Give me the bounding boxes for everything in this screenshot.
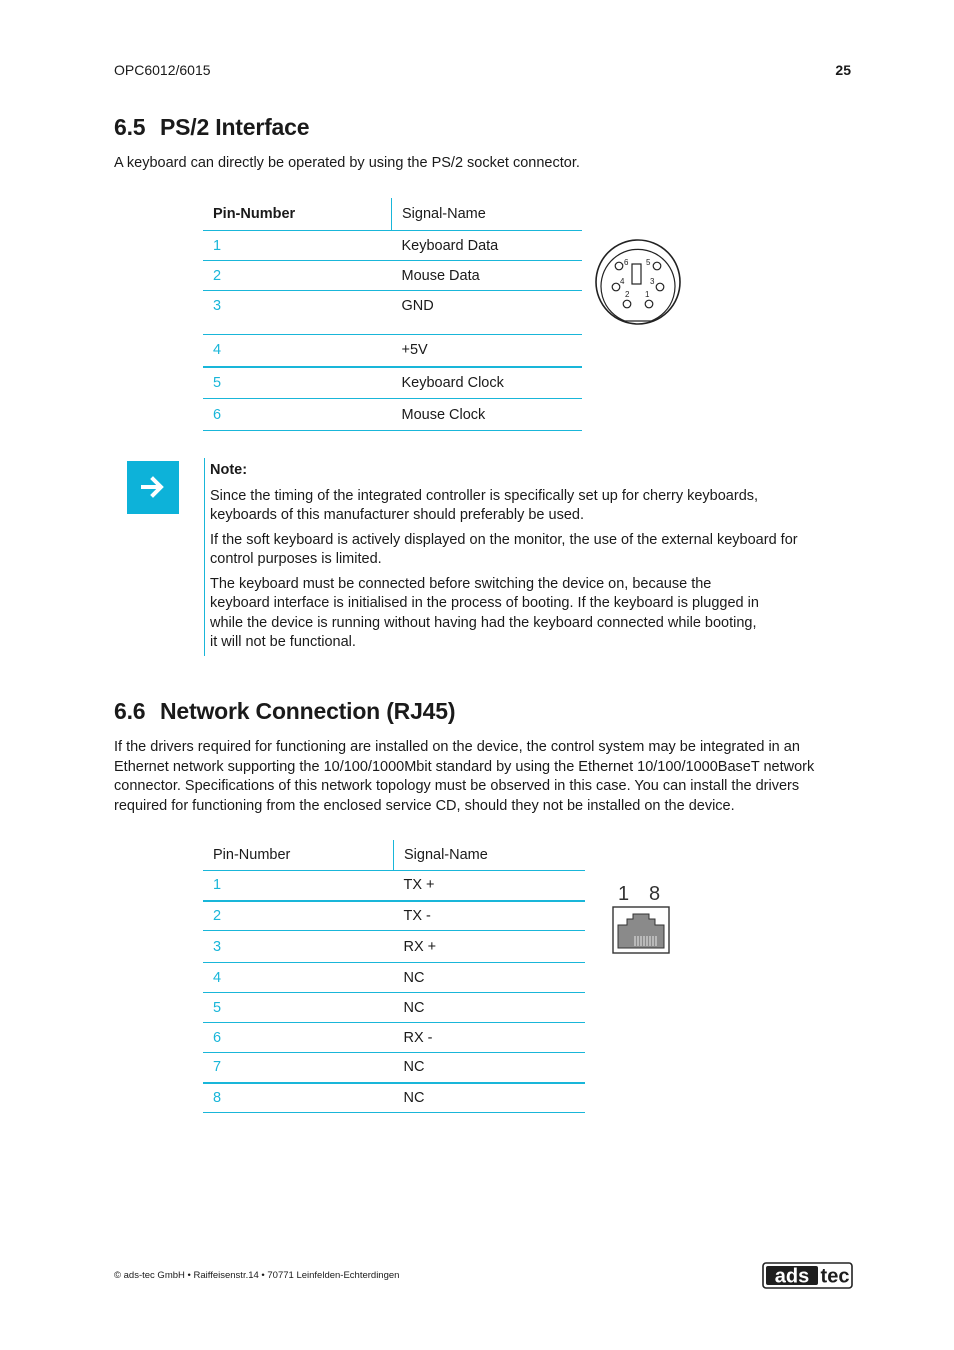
arrow-right-icon [127, 461, 179, 514]
signal-name: RX + [394, 931, 586, 963]
pin-number: 1 [203, 871, 394, 901]
table-header-row [203, 198, 582, 231]
pin-number: 1 [203, 231, 392, 261]
document-id: OPC6012/6015 [114, 62, 211, 78]
table-row [203, 931, 585, 963]
pin-number: 4 [203, 963, 394, 993]
signal-name: Mouse Clock [392, 399, 583, 431]
rj45-pin-table [203, 840, 585, 1113]
table-row [203, 1053, 585, 1083]
footer-address: © ads-tec GmbH • Raiffeisenstr.14 • 70771 Leinfelden-Echterdingen [114, 1270, 400, 1281]
signal-name: Keyboard Data [392, 231, 583, 261]
pin-number: 6 [203, 399, 392, 431]
signal-name: NC [394, 993, 586, 1023]
pin-number: 7 [203, 1053, 394, 1083]
connector-pin-label: 4 [620, 277, 625, 286]
rj45-intro: If the drivers required for functioning are installed on the device, the control system may be integrated in an Ethernet network supporting the 10/100/1000Mbit standard by using the Ethernet 10/100/1000BaseT network connector. Specifications of this network topology must be observed in this case. You can install the drivers required for functioning from the enclosed service CD, should they not be installed on the device. [114, 739, 815, 814]
connector-label-pin8: 8 [649, 883, 661, 905]
pin-number: 6 [203, 1023, 394, 1053]
table-row [203, 1023, 585, 1053]
note-arrow-box [127, 461, 179, 514]
signal-name: Keyboard Clock [392, 367, 583, 399]
ps2-intro: A keyboard can directly be operated by using the PS/2 socket connector. [114, 155, 580, 171]
signal-name: GND [392, 291, 583, 335]
table-header-row [203, 840, 585, 871]
ads-tec-logo-icon [762, 1262, 853, 1289]
table-row [203, 335, 582, 367]
signal-name: NC [394, 1083, 586, 1113]
table-row [203, 993, 585, 1023]
section-number: 6.5 [114, 114, 146, 140]
table-row [203, 1083, 585, 1113]
column-header-signal: Signal-Name [392, 198, 583, 231]
connector-pin-label: 2 [625, 290, 630, 299]
section-number: 6.6 [114, 698, 146, 724]
table-row [203, 261, 582, 291]
note-paragraph: If the soft keyboard is actively displayed on the monitor, the use of the external keyboard for control purposes is limited. [210, 531, 798, 567]
logo-text-tec: tec [820, 1265, 850, 1288]
section-heading-rj45 [114, 698, 455, 725]
signal-name: NC [394, 1053, 586, 1083]
pin-number: 2 [203, 261, 392, 291]
column-header-pin: Pin-Number [203, 840, 394, 871]
pin-number: 5 [203, 993, 394, 1023]
table-row [203, 367, 582, 399]
ps2-pin-table [203, 198, 582, 431]
table-row [203, 871, 585, 901]
section-title: Network Connection (RJ45) [160, 698, 456, 724]
rj45-connector-diagram [610, 880, 672, 956]
signal-name: +5V [392, 335, 583, 367]
signal-name: Mouse Data [392, 261, 583, 291]
connector-pin-label: 3 [650, 277, 655, 286]
pin-number: 4 [203, 335, 392, 367]
table-row [203, 963, 585, 993]
note-divider [204, 458, 205, 656]
pin-number: 5 [203, 367, 392, 399]
signal-name: NC [394, 963, 586, 993]
table-row [203, 291, 582, 335]
table-row [203, 399, 582, 431]
logo-text-ads: ads [774, 1265, 810, 1288]
pin-number: 3 [203, 931, 394, 963]
connector-pin-label: 6 [624, 258, 629, 267]
page-number: 25 [835, 62, 851, 78]
connector-pin-label: 1 [645, 290, 650, 299]
pin-number: 8 [203, 1083, 394, 1113]
signal-name: RX - [394, 1023, 586, 1053]
table-row [203, 231, 582, 261]
column-header-signal: Signal-Name [394, 840, 586, 871]
signal-name: TX - [394, 901, 586, 931]
pin-number: 2 [203, 901, 394, 931]
section-heading-ps2 [114, 114, 309, 141]
ads-tec-logo [762, 1262, 853, 1289]
column-header-pin: Pin-Number [203, 198, 392, 231]
pin-number: 3 [203, 291, 392, 335]
signal-name: TX + [394, 871, 586, 901]
note-content [210, 461, 810, 658]
connector-label-pin1: 1 [618, 883, 630, 905]
table-row [203, 901, 585, 931]
note-title: Note: [210, 462, 248, 478]
ps2-connector-diagram [594, 238, 682, 326]
connector-pin-label: 5 [646, 258, 651, 267]
note-paragraph: Since the timing of the integrated controller is specifically set up for cherry keyboards, keyboards of this manufacturer should preferably be used. [210, 487, 759, 523]
note-paragraph: The keyboard must be connected before switching the device on, because the keyboard interface is initialised in the process of booting. If the keyboard is plugged in while the device is running without having had the keyboard connected while booting, it will not be functional. [210, 575, 759, 650]
section-title: PS/2 Interface [160, 114, 310, 140]
